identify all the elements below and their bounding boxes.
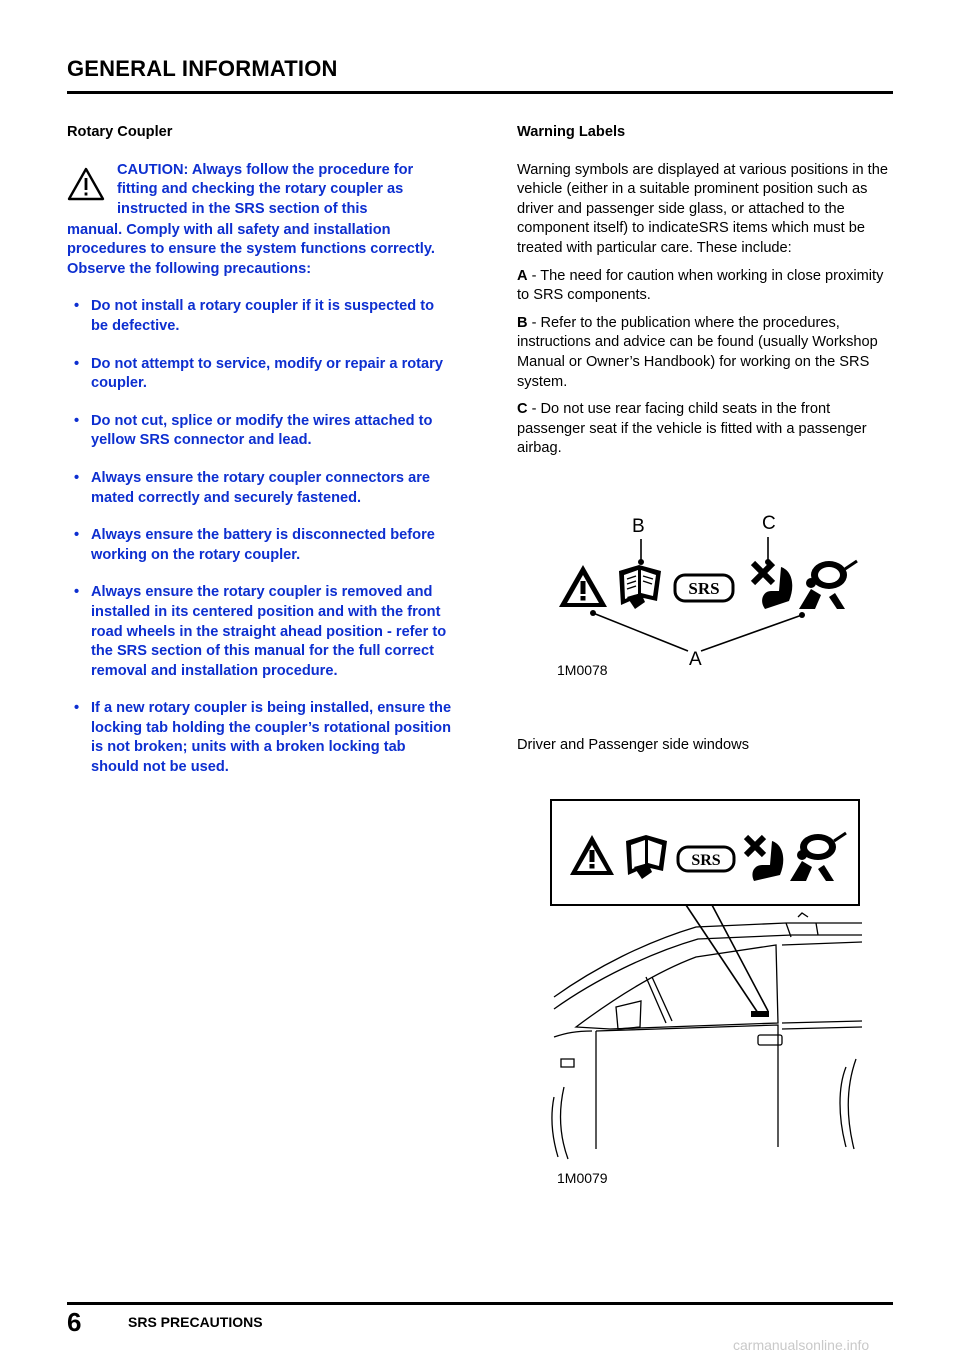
figure-caption: Driver and Passenger side windows (517, 737, 749, 753)
footer-rule (67, 1302, 893, 1305)
label-item-a (517, 267, 897, 306)
left-column (67, 123, 455, 778)
airbag-passenger-icon (799, 561, 857, 609)
caution-list-item (67, 469, 455, 508)
label-text-b: - Refer to the publication where the procedures, instructions and advice can be found (usually Workshop Manual or Owner’s Handbook) for working on the SRS system. (517, 314, 878, 390)
caution-block (67, 161, 455, 778)
caution-item-text: Always ensure the rotary coupler connectors are mated correctly and securely fastened. (91, 469, 431, 506)
bullet: • (74, 298, 80, 315)
caution-item-text: If a new rotary coupler is being installed, ensure the locking tab holding the coupler’s rotational position is not broken; units with a broken locking tab should not be used. (91, 700, 452, 776)
caution-list-item (67, 412, 455, 451)
callout-label-b: B (632, 516, 645, 537)
bullet: • (74, 584, 80, 601)
caution-continuation-text: manual. Comply with all safety and installation procedures to ensure the system functions correctly. Observe the following precautions: (67, 221, 435, 277)
warning-labels-intro: Warning symbols are displayed at various positions in the vehicle (either in a suitable prominent position such as driver and passenger side glass, or attached to the component itself) to indicateSRS items which must be treated with particular care. These include: (517, 161, 888, 256)
bullet: • (74, 469, 80, 486)
caution-list-item (67, 355, 455, 394)
caution-item-text: Always ensure the battery is disconnected before working on the rotary coupler. (91, 527, 435, 563)
window-label-location-figure (546, 797, 862, 1167)
manual-book-icon (619, 565, 661, 609)
caution-intro (67, 161, 455, 221)
caution-item-text: Do not cut, splice or modify the wires attached to yellow SRS connector and lead. (91, 412, 433, 449)
label-key-b: B (517, 314, 528, 331)
caution-intro-text: CAUTION: Always follow the procedure for fitting and checking the rotary coupler as instructed in the SRS section of this (117, 161, 414, 217)
page-number: 6 (67, 1307, 82, 1337)
section-heading-warning-labels: Warning Labels (517, 124, 626, 140)
figure-code-1m0078: 1M0078 (557, 662, 608, 678)
label-key-c: C (517, 401, 528, 418)
footer-section-title: SRS PRECAUTIONS (128, 1314, 263, 1330)
caution-list-item (67, 583, 455, 681)
page-header-title: GENERAL INFORMATION (67, 56, 338, 81)
right-column (517, 123, 897, 459)
caution-list-item (67, 526, 455, 565)
srs-badge-icon (675, 575, 733, 601)
bullet: • (74, 527, 80, 544)
bullet: • (74, 355, 80, 372)
caution-item-text: Do not install a rotary coupler if it is suspected to be defective. (91, 298, 435, 334)
label-key-a: A (517, 267, 528, 284)
warning-triangle-icon (67, 167, 105, 201)
label-item-b (517, 314, 897, 392)
panel-srs-badge-text: SRS (691, 852, 721, 869)
bullet: • (74, 412, 80, 429)
caution-list-item (67, 699, 455, 777)
caution-triangle-icon (559, 565, 607, 607)
caution-list (67, 297, 455, 777)
label-item-c (517, 400, 897, 459)
section-heading-rotary-coupler: Rotary Coupler (67, 124, 173, 140)
srs-badge-text: SRS (688, 579, 720, 598)
panel-srs-badge-icon (678, 847, 734, 871)
caution-item-text: Do not attempt to service, modify or repair a rotary coupler. (91, 355, 443, 392)
vehicle-door-outline (552, 913, 862, 1159)
header-rule (67, 91, 893, 94)
bullet: • (74, 700, 80, 717)
label-text-c: - Do not use rear facing child seats in the front passenger seat if the vehicle is fitted with a passenger airbag. (517, 401, 867, 457)
watermark: carmanualsonline.info (733, 1337, 870, 1353)
callout-label-c: C (762, 513, 776, 534)
warning-label-figure (549, 505, 859, 685)
caution-item-text: Always ensure the rotary coupler is removed and installed in its centered position and with the front road wheels in the straight ahead position - refer to the SRS section of this manual for the full correct removal and installation procedure. (91, 584, 447, 679)
child-seat-crossed-icon (753, 563, 792, 609)
callout-label-a: A (689, 649, 702, 670)
caution-list-item (67, 297, 455, 336)
figure-code-1m0079: 1M0079 (557, 1170, 608, 1186)
label-text-a: - The need for caution when working in close proximity to SRS components. (517, 267, 884, 304)
